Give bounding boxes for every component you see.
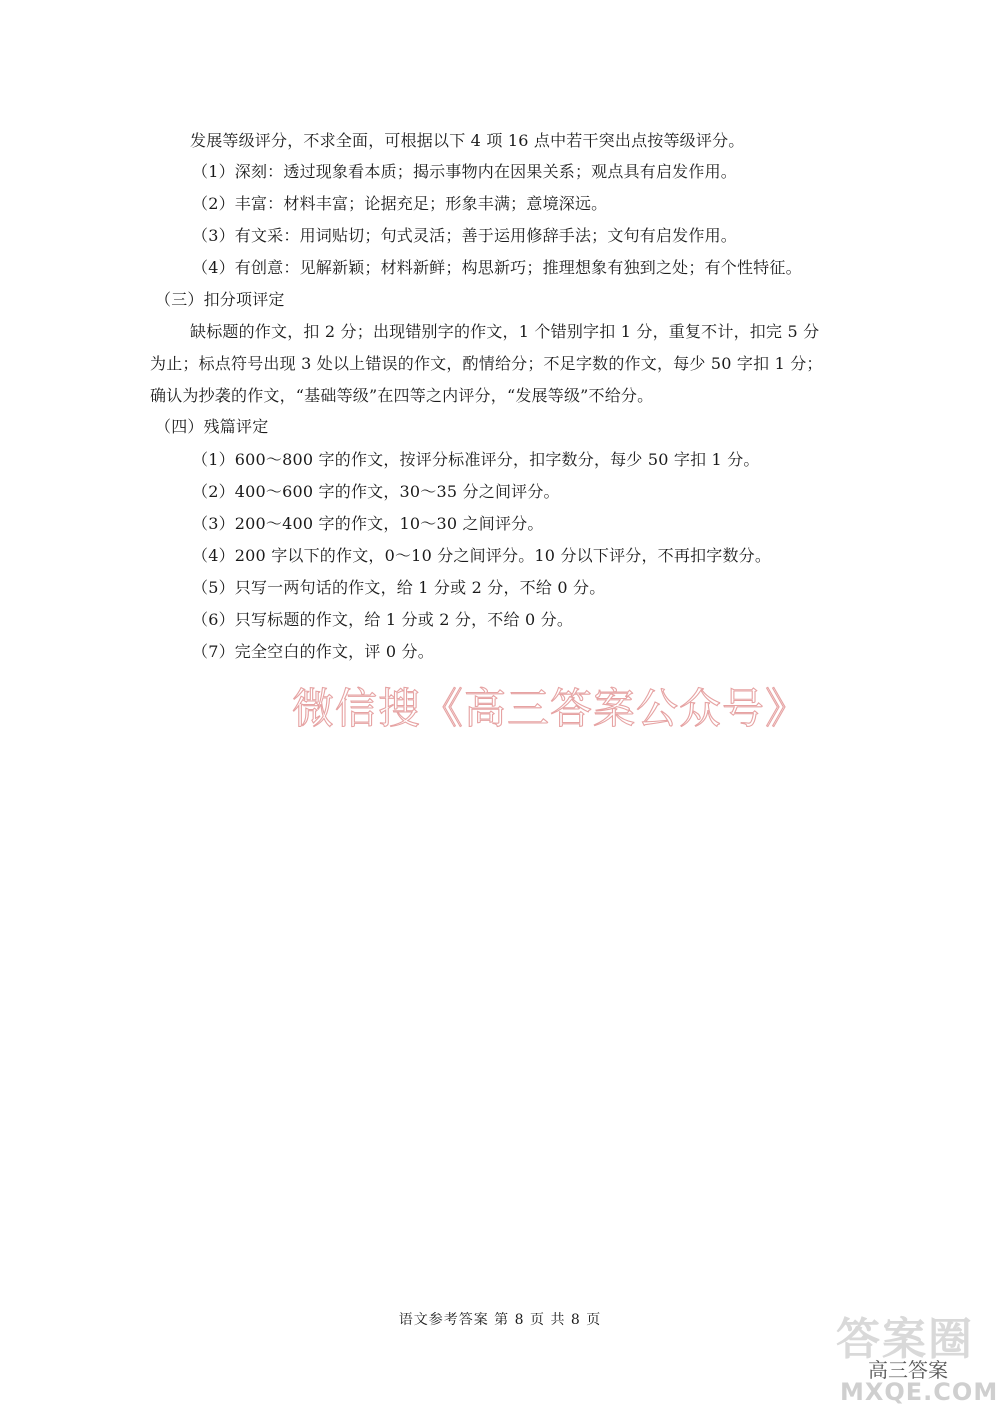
deduction-heading: （三）扣分项评定 xyxy=(155,290,285,309)
corner-logo-subtitle: 高三答案 xyxy=(868,1358,948,1382)
incomplete-item: （1）600～800 字的作文，按评分标准评分，扣字数分，每少 50 字扣 1 分。 xyxy=(192,450,760,469)
deduction-paragraph-line: 缺标题的作文，扣 2 分；出现错别字的作文，1 个错别字扣 1 分，重复不计，扣完 5 分 xyxy=(190,322,820,341)
deduction-paragraph-line: 为止；标点符号出现 3 处以上错误的作文，酌情给分；不足字数的作文，每少 50 字扣 1 分； xyxy=(150,354,823,373)
development-item: （4）有创意：见解新颖；材料新鲜；构思新巧；推理想象有独到之处；有个性特征。 xyxy=(192,258,802,277)
corner-logo-title: 答案圈 xyxy=(836,1314,974,1365)
incomplete-heading: （四）残篇评定 xyxy=(155,417,269,436)
watermark-text: 微信搜《高三答案公众号》 xyxy=(292,684,809,733)
incomplete-item: （4）200 字以下的作文，0～10 分之间评分。10 分以下评分，不再扣字数分。 xyxy=(192,546,772,565)
incomplete-item: （5）只写一两句话的作文，给 1 分或 2 分，不给 0 分。 xyxy=(192,578,606,597)
corner-logo xyxy=(818,1314,999,1406)
development-item: （2）丰富：材料丰富；论据充足；形象丰满；意境深远。 xyxy=(192,194,608,213)
development-intro: 发展等级评分，不求全面，可根据以下 4 项 16 点中若干突出点按等级评分。 xyxy=(190,131,745,150)
development-item: （3）有文采：用词贴切；句式灵活；善于运用修辞手法；文句有启发作用。 xyxy=(192,226,737,245)
development-item: （1）深刻：透过现象看本质；揭示事物内在因果关系；观点具有启发作用。 xyxy=(192,162,737,181)
incomplete-item: （7）完全空白的作文，评 0 分。 xyxy=(192,642,434,661)
incomplete-item: （2）400～600 字的作文，30～35 分之间评分。 xyxy=(192,482,560,501)
deduction-paragraph-line: 确认为抄袭的作文，“基础等级”在四等之内评分，“发展等级”不给分。 xyxy=(150,386,654,405)
page-footer: 语文参考答案 第 8 页 共 8 页 xyxy=(398,1312,602,1328)
corner-logo-url: MXQE.COM xyxy=(840,1378,999,1406)
incomplete-item: （6）只写标题的作文，给 1 分或 2 分，不给 0 分。 xyxy=(192,610,574,629)
incomplete-item: （3）200～400 字的作文，10～30 之间评分。 xyxy=(192,514,544,533)
